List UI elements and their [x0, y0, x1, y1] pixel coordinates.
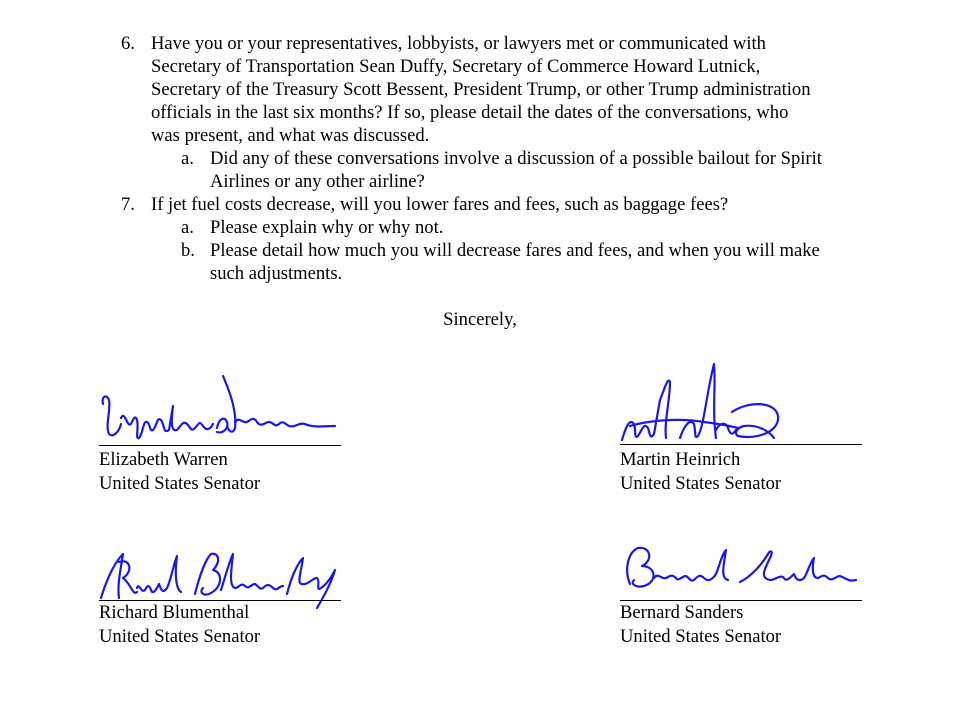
question-text-line: Secretary of Transportation Sean Duffy, Secretary of Commerce Howard Lutnick, — [151, 56, 761, 77]
question-text-line: Secretary of the Treasury Scott Bessent, President Trump, or other Trump administration — [151, 79, 811, 100]
sub-question-letter: a. — [181, 217, 194, 238]
sub-question-text-line: such adjustments. — [210, 263, 343, 284]
sub-question-text-line: Airlines or any other airline? — [210, 171, 425, 192]
sub-question-text-line: Please detail how much you will decrease fares and fees, and when you will make — [210, 240, 820, 261]
signatory-title: United States Senator — [99, 626, 261, 647]
signature-line — [620, 444, 862, 445]
heinrich-signature-icon — [620, 360, 865, 450]
question-number: 7. — [121, 194, 135, 215]
question-text-line: Have you or your representatives, lobbyists, or lawyers met or communicated with — [151, 33, 766, 54]
signatory-title: United States Senator — [620, 473, 782, 494]
sub-question-letter: a. — [181, 148, 194, 169]
sub-question-text-line: Did any of these conversations involve a discussion of a possible bailout for Spirit — [210, 148, 822, 169]
signatory-name: Bernard Sanders — [620, 602, 744, 623]
closing-salutation: Sincerely, — [443, 309, 517, 330]
sub-question-letter: b. — [181, 240, 195, 261]
signature-line — [99, 445, 341, 446]
question-text-line: was present, and what was discussed. — [151, 125, 430, 146]
signatory-title: United States Senator — [99, 473, 261, 494]
question-text-line: If jet fuel costs decrease, will you lower fares and fees, such as baggage fees? — [151, 194, 729, 215]
signatory-title: United States Senator — [620, 626, 782, 647]
sub-question-text-line: Please explain why or why not. — [210, 217, 444, 238]
question-text-line: officials in the last six months? If so, please detail the dates of the conversations, who — [151, 102, 789, 123]
signatory-name: Elizabeth Warren — [99, 449, 228, 470]
warren-signature-icon — [99, 370, 344, 450]
signatory-name: Martin Heinrich — [620, 449, 741, 470]
question-number: 6. — [121, 33, 135, 54]
signatory-name: Richard Blumenthal — [99, 602, 250, 623]
